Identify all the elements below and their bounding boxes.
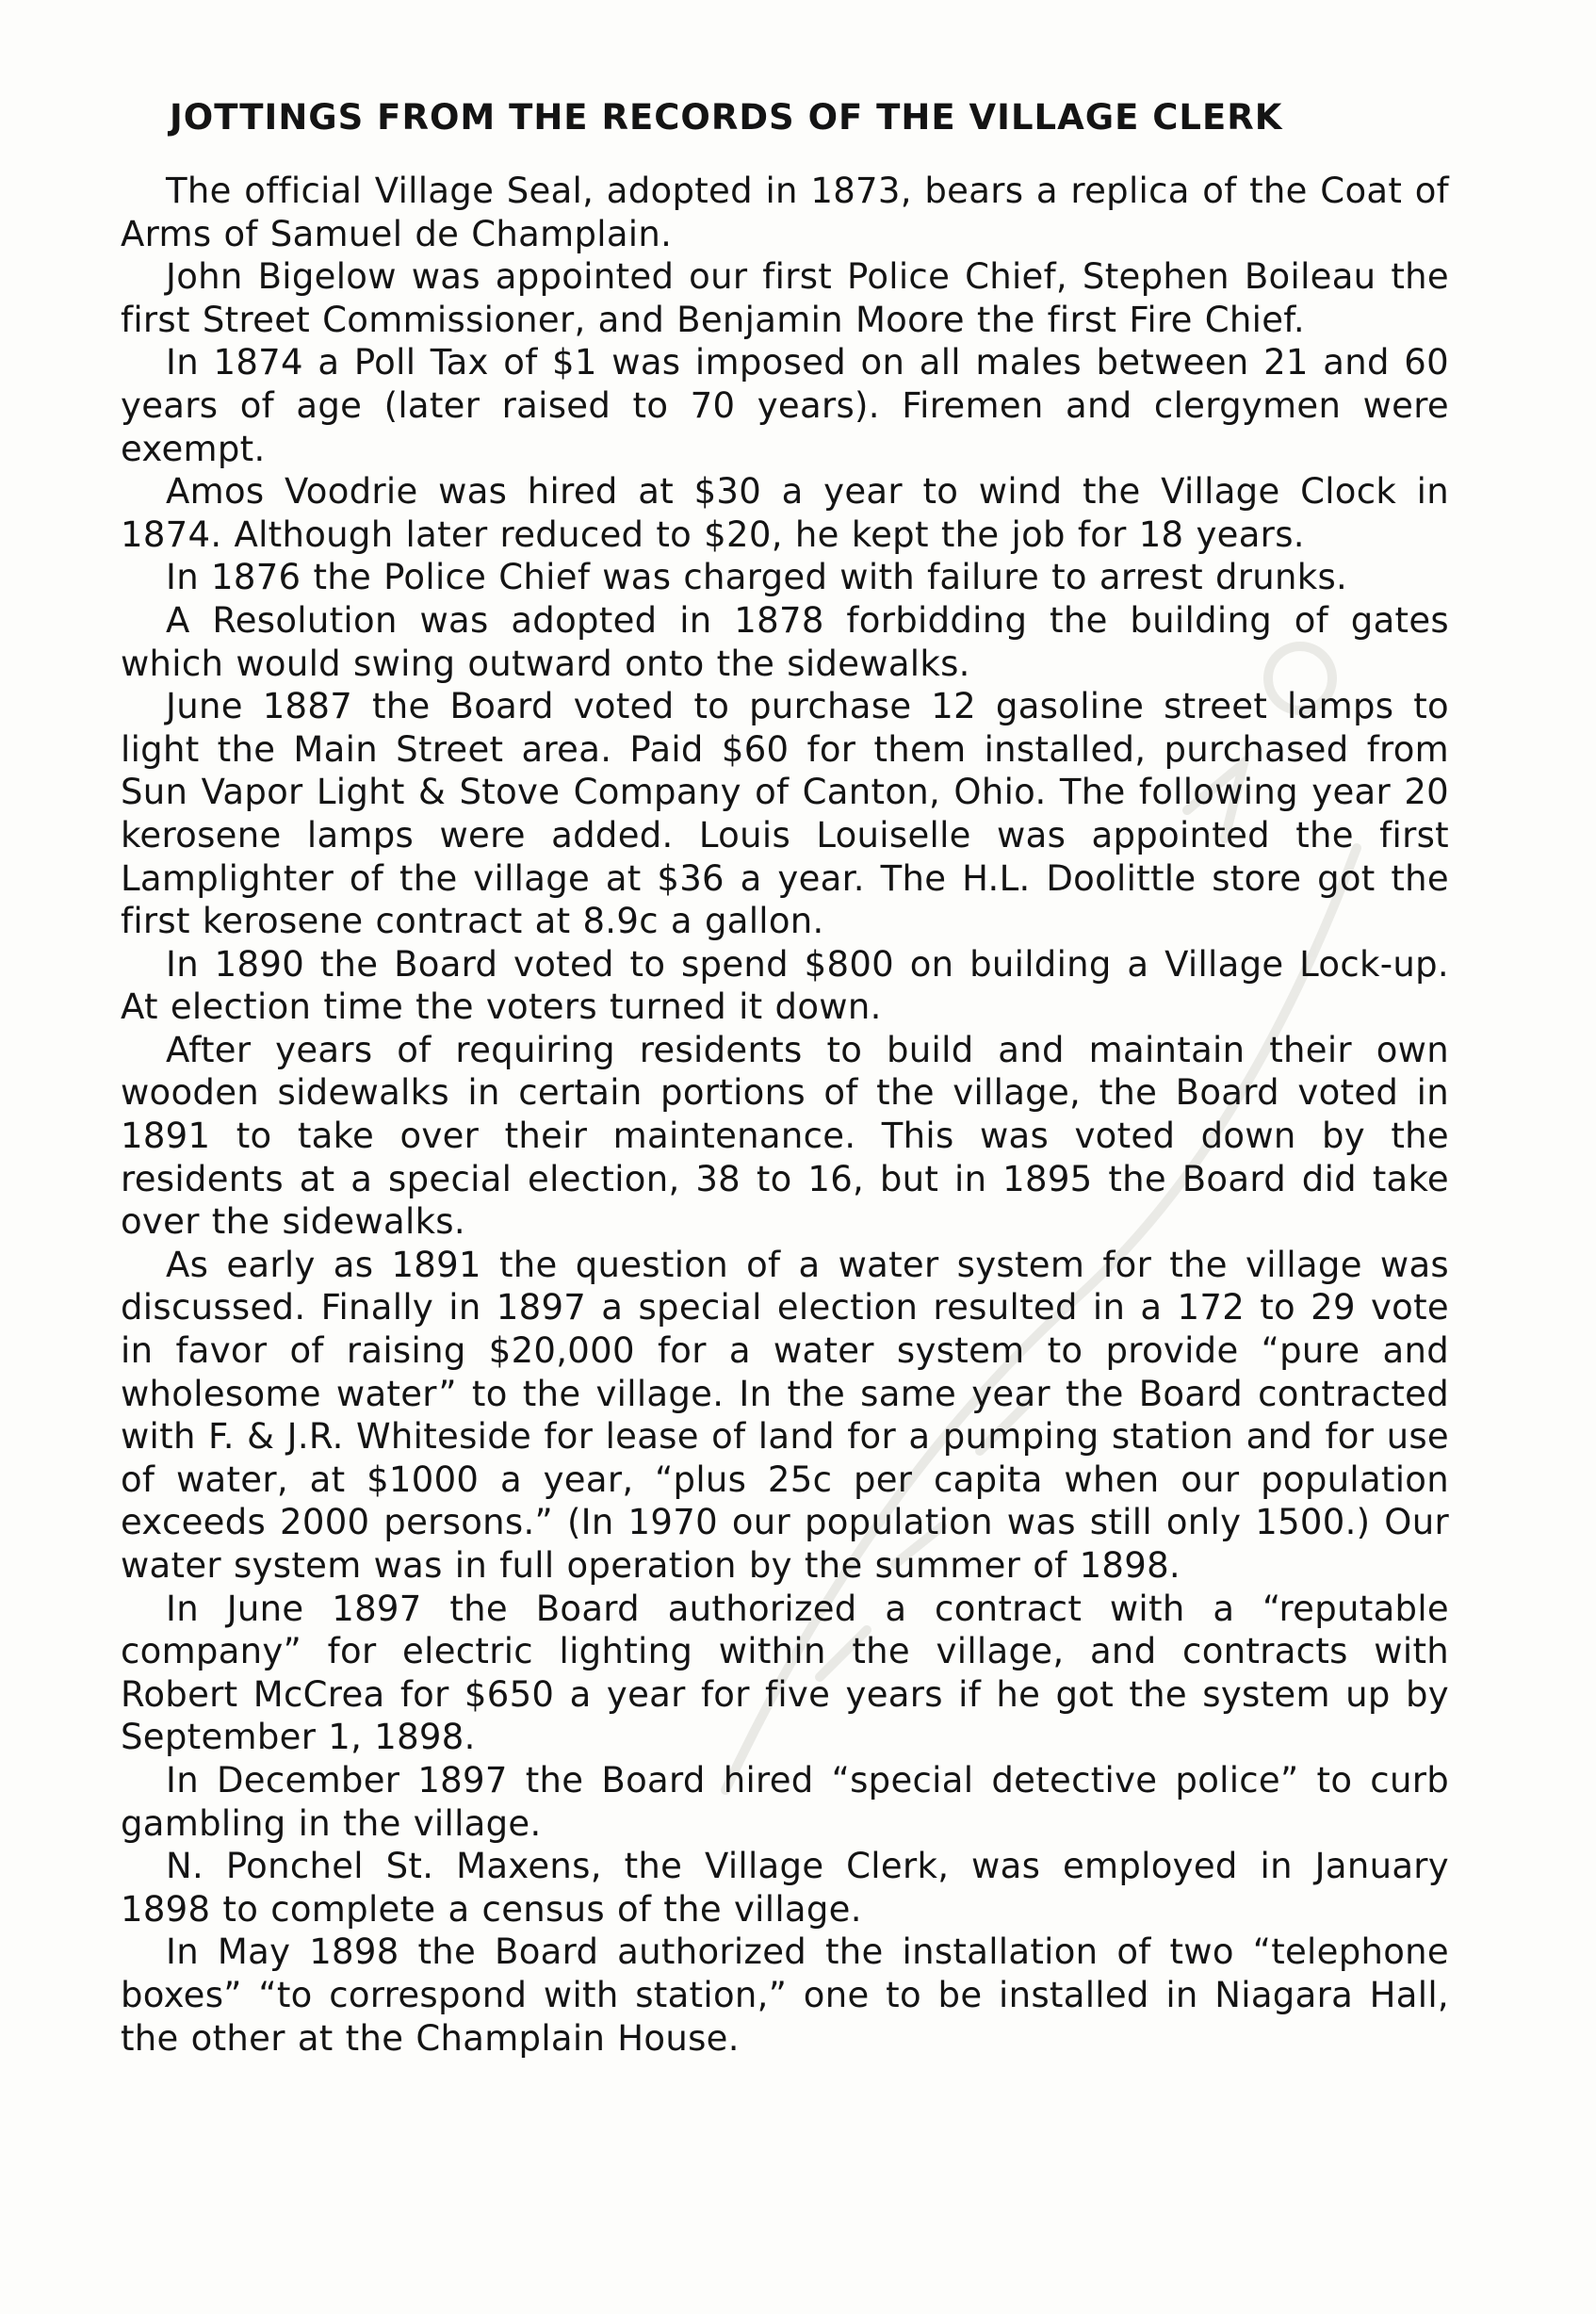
paragraph-village-clock: Amos Voodrie was hired at $30 a year to wind the Village Clock in 1874. Although later reduced to $20, he kept the job for 18 years. bbox=[121, 471, 1449, 555]
paragraph-village-seal: The official Village Seal, adopted in 1873, bears a replica of the Coat of Arms of Samuel de Champlain. bbox=[121, 171, 1449, 254]
paragraph-street-lamps: June 1887 the Board voted to purchase 12 gasoline street lamps to light the Main Street area. Paid $60 for them installed, purchased from Sun Vapor Light & Stove Company of Canton, Ohio. The following year 20 kerosene lamps were added. Louis Louiselle was appointed the first Lamplighter of the village at $36 a year. The H.L. Doolittle store got the first kerosene contract at 8.9c a gallon. bbox=[121, 686, 1449, 942]
paragraph-detective-police: In December 1897 the Board hired “special detective police” to curb gambling in the village. bbox=[121, 1759, 1449, 1844]
paragraph-telephone-boxes: In May 1898 the Board authorized the installation of two “telephone boxes” “to correspond with station,” one to be installed in Niagara Hall, the other at the Champlain House. bbox=[121, 1931, 1449, 2059]
paragraph-water-system: As early as 1891 the question of a water system for the village was discussed. Finally in 1897 a special election resulted in a 172 to 29 vote in favor of raising $20,000 for a water system to provide “pure and wholesome water” to the village. In the same year the Board contracted with F. & J.R. Whiteside for lease of land for a pumping station and for use of water, at $1000 a year, “plus 25c per capita when our population exceeds 2000 persons.” (In 1970 our population was still only 1500.) Our water system was in full operation by the summer of 1898. bbox=[121, 1244, 1449, 1586]
paragraph-gates-resolution: A Resolution was adopted in 1878 forbidding the building of gates which would swing outward onto the sidewalks. bbox=[121, 599, 1449, 684]
document-body bbox=[121, 92, 1449, 2060]
paragraph-sidewalks: After years of requiring residents to build and maintain their own wooden sidewalks in certain portions of the village, the Board voted in 1891 to take over their maintenance. This was voted down by the residents at a special election, 38 to 16, but in 1895 the Board did take over the sidewalks. bbox=[121, 1029, 1449, 1243]
paragraph-first-officials: John Bigelow was appointed our first Police Chief, Stephen Boileau the first Street Commissioner, and Benjamin Moore the first Fire Chief. bbox=[121, 256, 1449, 340]
paragraph-electric-lighting: In June 1897 the Board authorized a contract with a “reputable company” for electric lighting within the village, and contracts with Robert McCrea for $650 a year for five years if he got the system up by September 1, 1898. bbox=[121, 1588, 1449, 1758]
paragraph-poll-tax: In 1874 a Poll Tax of $1 was imposed on all males between 21 and 60 years of age (later raised to 70 years). Firemen and clergymen were exempt. bbox=[121, 342, 1449, 469]
document-title: JOTTINGS FROM THE RECORDS OF THE VILLAGE CLERK bbox=[170, 97, 1283, 138]
paragraph-police-chief: In 1876 the Police Chief was charged with failure to arrest drunks. bbox=[166, 557, 1348, 598]
paragraph-lock-up: In 1890 the Board voted to spend $800 on building a Village Lock-up. At election time the voters turned it down. bbox=[121, 943, 1449, 1028]
paragraph-census: N. Ponchel St. Maxens, the Village Clerk, was employed in January 1898 to complete a census of the village. bbox=[121, 1846, 1449, 1930]
